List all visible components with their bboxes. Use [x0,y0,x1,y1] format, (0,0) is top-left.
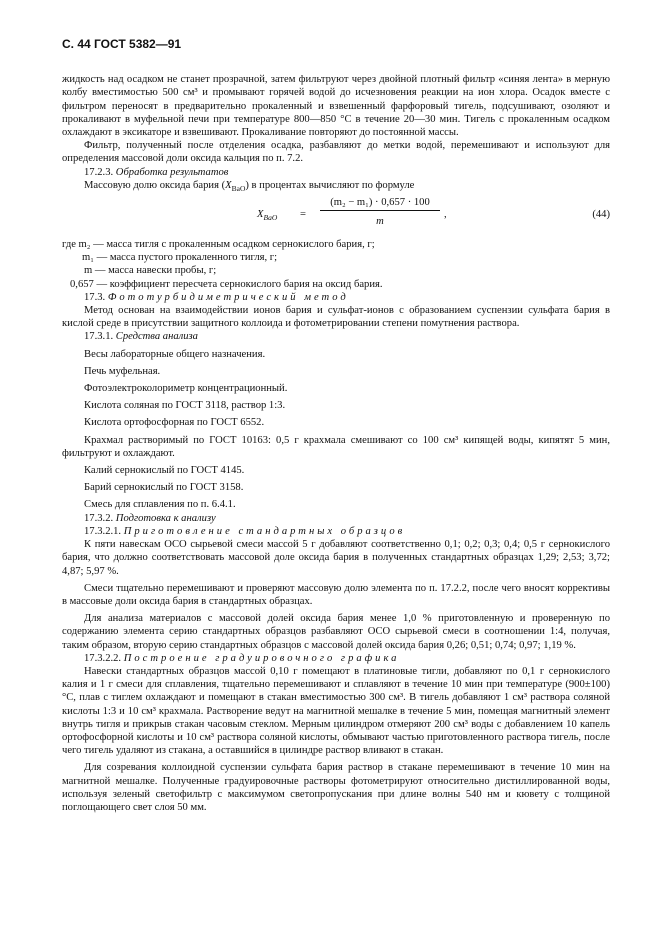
paragraph-graduation-2: Для созревания коллоидной суспензии сульфата бария раствор в стакане перемешивают в течение 10 мин на магнитной мешалке. Полученные градуировочные растворы фотометрируют относительно дистиллированной воды, используя зеленый светофильтр с максимумом светопропускания при длине волны 540 нм и кювету с толщиной поглощающего свет слоя 50 мм. [62,762,610,813]
paragraph-starch: Крахмал растворимый по ГОСТ 10163: 0,5 г крахмала смешивают со 100 см³ кипящей воды, кипятят 5 мин, фильтруют и охлаждают. [62,434,610,459]
paragraph-standards-1: К пяти навескам ОСО сырьевой смеси массой 5 г добавляют соответственно 0,1; 0,2; 0,3; 0,4; 0,5 г сернокислого бария, что должно соответствовать массовой доле оксида бария в полученных стандартных образцах 1,29; 2,53; 3,72; 4,87; 5,97 %. [62,539,610,577]
document-page [62,38,610,814]
equipment-item: Калий сернокислый по ГОСТ 4145. [84,465,245,477]
section-17-3-1-heading: 17.3.1. Средства анализа [84,331,198,343]
formula-comma: , [444,209,447,221]
formula-number: (44) [592,209,610,221]
section-17-3-2-1-heading: 17.3.2.1. Приготовление стандартных образцов [84,525,406,537]
equipment-item: Весы лабораторные общего назначения. [84,348,266,360]
paragraph-intro-2: Фильтр, полученный после отделения осадка, разбавляют до метки водой, перемешивают и используют для определения массовой доли оксида кальция по п. 7.2. [62,140,610,165]
definition-m: m — масса навески пробы, г; [84,265,217,277]
section-title: Обработка результатов [115,166,229,178]
section-number: 17.2.3. [84,166,114,178]
formula-lhs: $X_{BaO}$ [257,209,278,223]
paragraph-graduation-1: Навески стандартных образцов массой 0,10 г помещают в платиновые тигли, добавляют по 0,1 г сернокислого калия и 1 г смеси для сплавления, тщательно перемешивают и сплавляют в течение 10 мин при температуре (900±100) °С, плав с тиглем охлаждают и помещают в стакан вместимостью 300 см³. В тигель добавляют 1 см³ раствора соляной кислоты 1:3 и 10 см³ крахмала. Растворение ведут на магнитной мешалке в течение 5 мин, помещая магнитный элемент внутрь тигля и прикрыв стакан часовым стеклом. Мерным цилиндром отмеряют 200 см³ воды с добавлением 10 капель ортофосфорной кислоты и 10 см³ раствора соляной кислоты, обмывают частью приготовленного раствора тигель, после чего тигель удаляют из стакана, а оставшийся в цилиндре раствор вливают в стакан. [62,665,610,757]
section-17-2-3-heading [62,166,610,179]
formula-definitions [62,238,610,291]
section-17-3-2-2-heading: 17.3.2.2. Построение градуировочного графика [84,652,400,664]
equipment-item: Кислота соляная по ГОСТ 3118, раствор 1:3. [84,400,286,412]
paragraph-intro-1: жидкость над осадком не станет прозрачной, затем фильтруют через двойной плотный фильтр «синяя лента» в мерную колбу вместимостью 500 см³ и промывают горячей водой до исчезновения реакции на ион хлора. Осадок вместе с фильтром переносят в предварительно прокаленный и взвешенный фарфоровый тигель, подсушивают, озоляют и прокаливают в муфельной печи при температуре 800—850 °С в течение 20—30 мин. Тигель с прокаленным осадком охлаждают в эксикаторе и взвешивают. Прокаливание повторяют до постоянной массы. [62,74,610,139]
equipment-item: Фотоэлектроколориметр концентрационный. [84,383,288,395]
definition-coefficient: 0,657 — коэффициент пересчета сернокислого бария на оксид бария. [70,278,383,290]
formula-equals: = [300,209,306,221]
equipment-item: Кислота ортофосфорная по ГОСТ 6552. [84,417,265,429]
definition-m1: m₁ — масса пустого прокаленного тигля, г; [82,252,278,264]
formula-44 [62,196,610,236]
formula-intro: Массовую долю оксида бария $(X_{BaO})$ в процентах вычисляют по формуле [84,179,415,193]
formula-denominator: m [376,216,384,228]
formula-numerator: (m₂ − m₁) · 0,657 · 100 [320,196,440,211]
paragraph-standards-2: Смеси тщательно перемешивают и проверяют массовую долю элемента по п. 17.2.2, после чего вносят коррективы в массовые доли оксида бария в стандартных образцах. [62,582,610,607]
equipment-item: Печь муфельная. [84,365,161,377]
definition-m2: где m₂ — масса тигля с прокаленным осадком сернокислого бария, г; [62,239,375,251]
paragraph-method: Метод основан на взаимодействии ионов бария и сульфат-ионов с образованием суспензии сульфата бария в кислой среде в присутствии защитного коллоида и фотометрировании степени помутнения раствора. [62,305,610,330]
section-17-3-2-heading: 17.3.2. Подготовка к анализу [84,512,216,524]
equipment-item: Смесь для сплавления по п. 6.4.1. [84,499,236,511]
page-header: С. 44 ГОСТ 5382—91 [62,37,182,51]
section-17-3-heading: 17.3. Фотoтурбидиметрический метод [84,291,349,303]
equipment-item: Барий сернокислый по ГОСТ 3158. [84,482,244,494]
paragraph-standards-3: Для анализа материалов с массовой долей оксида бария менее 1,0 % приготовленную и проверенную по содержанию элемента серию стандартных образцов разбавляют ОСО сырьевой смеси в соотношении 1:4, получая, таким образом, вторую серию стандартных образцов с массовой долей оксида бария 0,26; 0,51; 0,74; 0,97; 1,19 %. [62,613,610,651]
